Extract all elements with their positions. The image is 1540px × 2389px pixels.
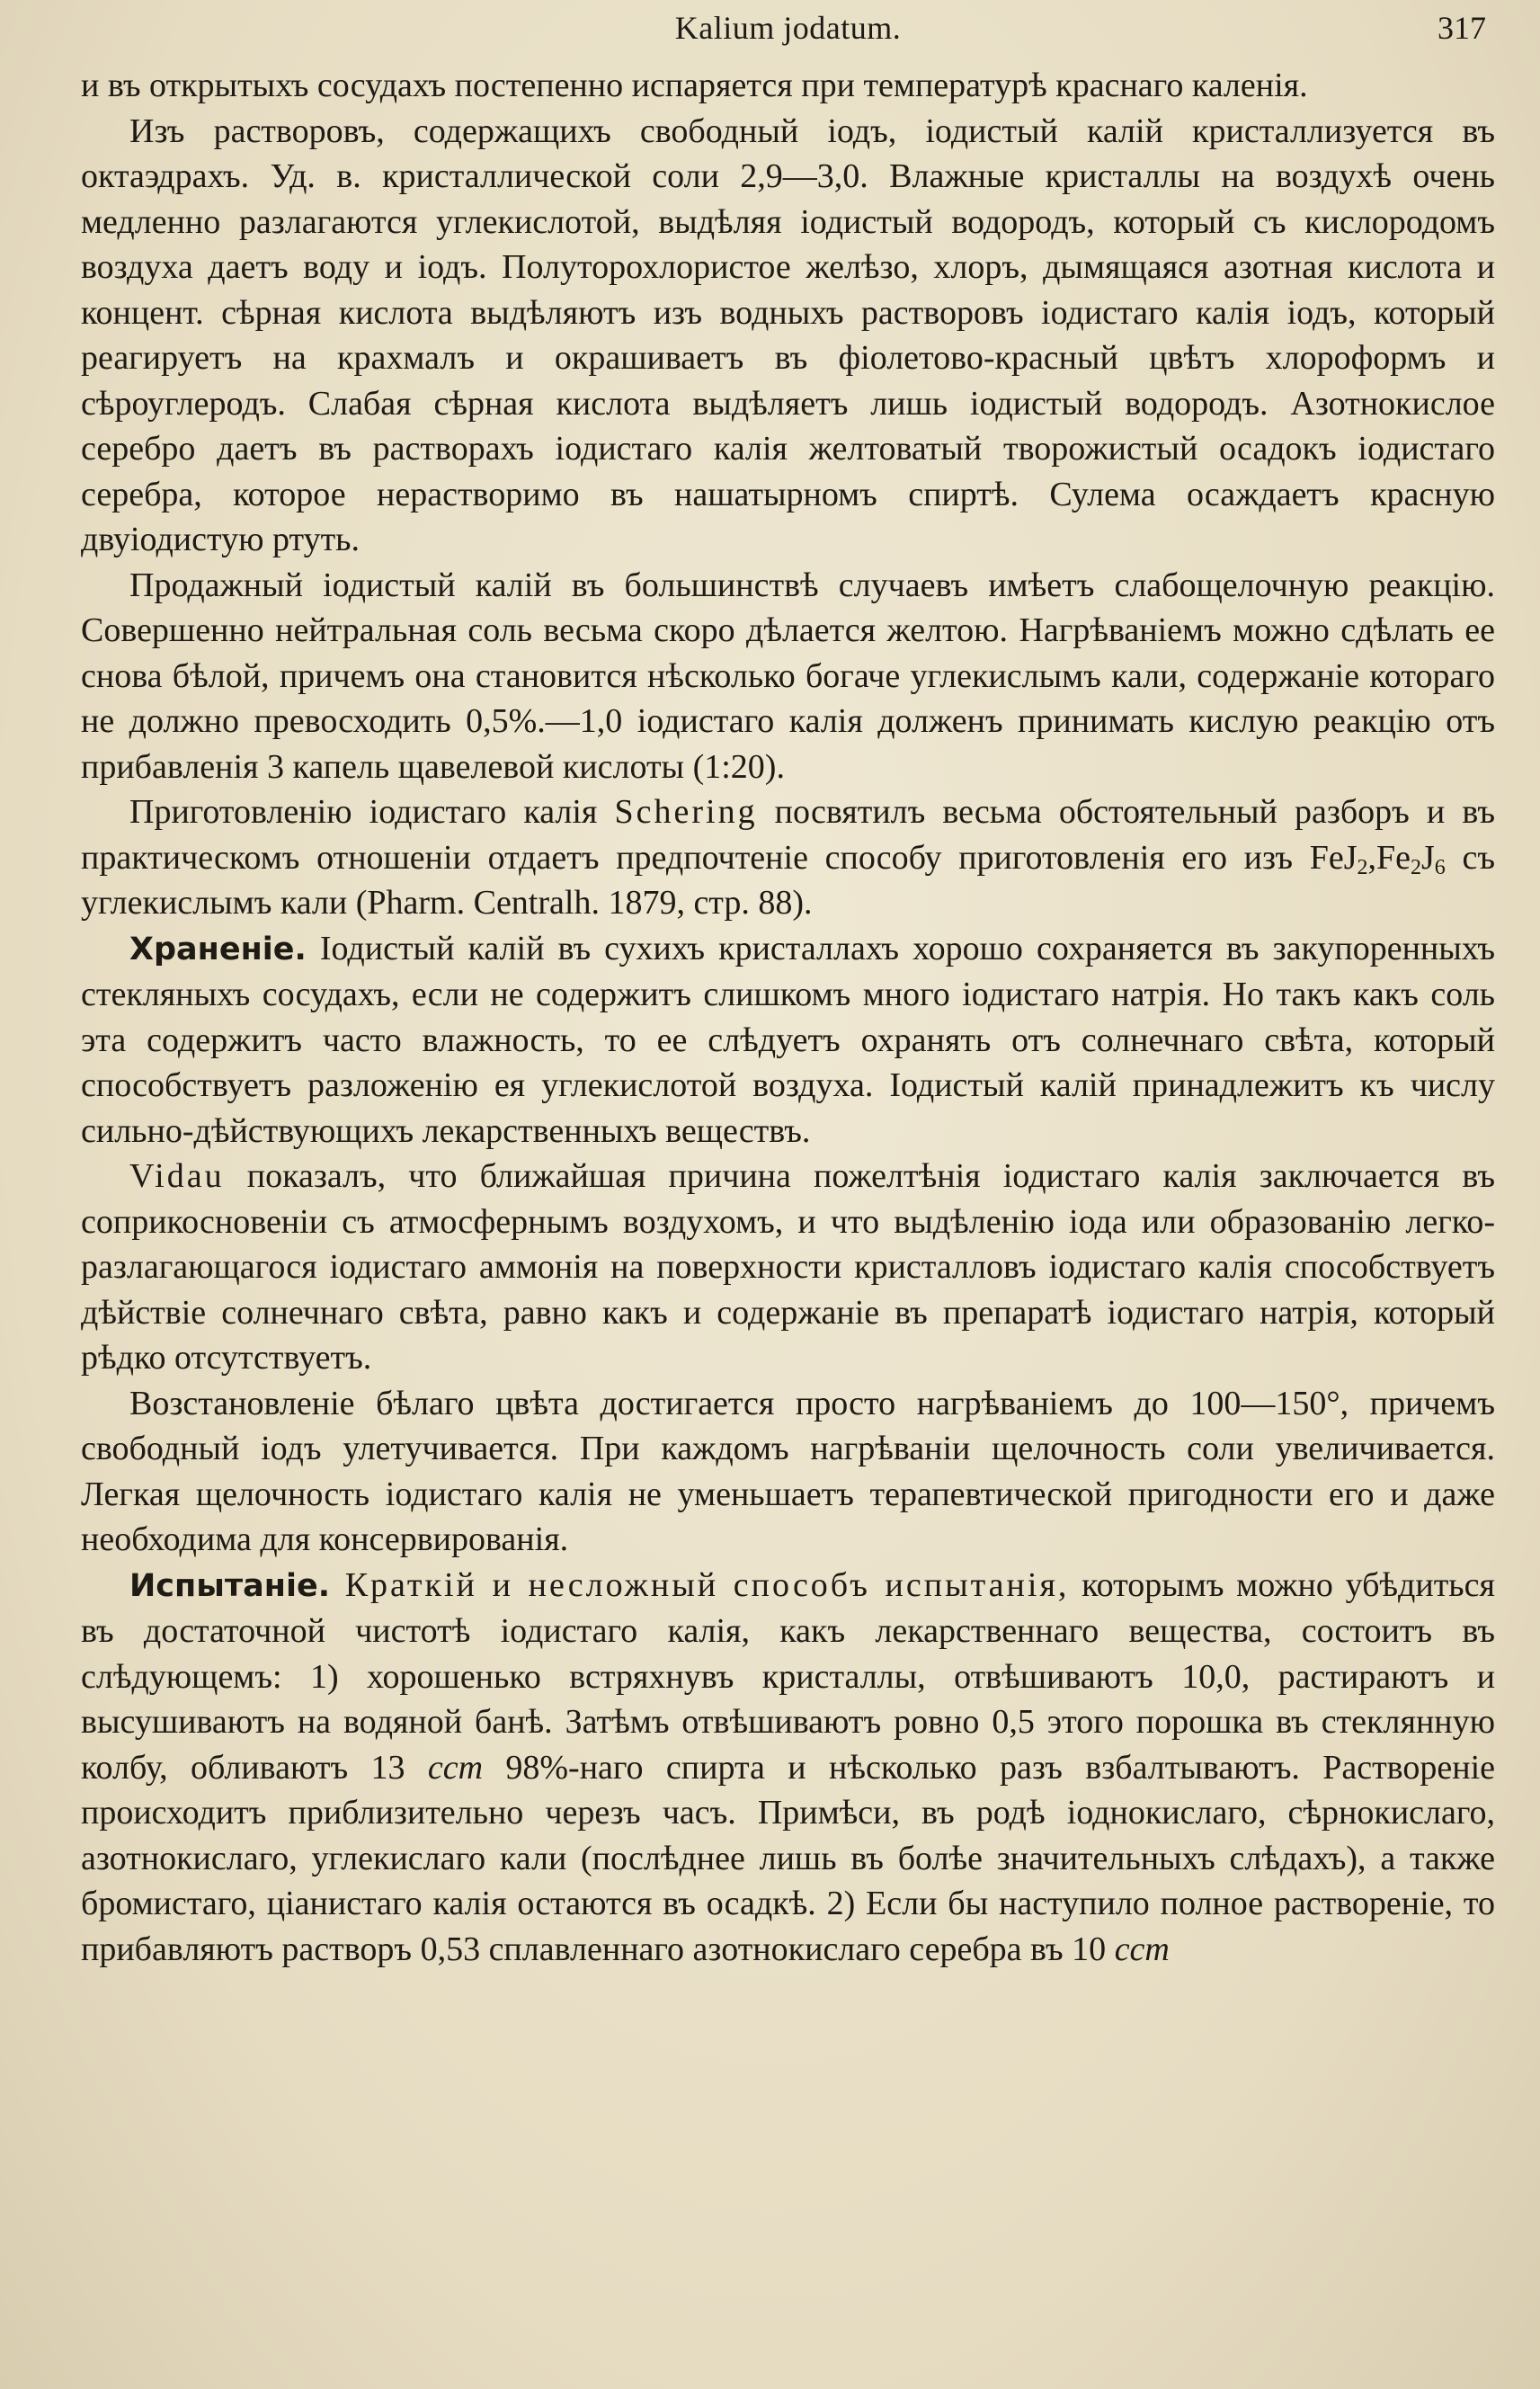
page-number: 317	[1438, 10, 1486, 46]
subscript: 2	[1357, 855, 1368, 879]
body-text	[81, 63, 1495, 1972]
text-run: посвятилъ весьма обстоятельный разборъ и въ практическомъ отношеніи отдаетъ предпочтеніе способу приготовленія его изъ FeJ	[81, 793, 1495, 877]
unit-ccm: ccm	[1114, 1930, 1170, 1968]
text-run: показалъ, что ближайшая причина пожелтѣнія іодистаго калія заключается въ соприкосновеніи съ атмосфернымъ воздухомъ, и что выдѣленію іода или образованію легко-разлагающагося іодистаго аммонія на поверхности кристалловъ іодистаго калія способствуетъ дѣйствіе солнечнаго свѣта, равно какъ и содержаніе въ препаратѣ іодистаго натрія, который рѣдко отсутствуетъ.	[81, 1157, 1495, 1377]
text-run: Приготовленію іодистаго калія	[129, 793, 615, 831]
paragraph-restoration: Возстановленіе бѣлаго цвѣта достигается просто нагрѣваніемъ до 100—150°, причемъ свободный іодъ улетучивается. При каждомъ нагрѣваніи щелочность соли увеличивается. Легкая щелочность іодистаго калія не уменьшаетъ терапевтической пригодности его и даже необходима для консервированія.	[81, 1384, 1495, 1558]
unit-ccm: ccm	[427, 1748, 484, 1787]
text-run: ,Fe	[1367, 838, 1411, 877]
paragraph-preparation	[81, 789, 1495, 926]
paragraph-continuation: и въ открытыхъ сосудахъ постепенно испаряется при температурѣ краснаго каленія.	[81, 67, 1308, 104]
running-title: Kalium jodatum.	[674, 10, 902, 46]
subscript: 6	[1434, 855, 1446, 879]
text-run: съ углекислымъ кали (Pharm. Centralh. 1879, стр. 88).	[81, 838, 1496, 922]
paragraph-storage	[81, 926, 1495, 1154]
author-name: Vidau	[129, 1157, 225, 1195]
paragraph-commercial: Продажный іодистый калій въ большинствѣ случаевъ имѣетъ слабощелочную реакцію. Совершенно нейтральная соль весьма скоро дѣлается желтою. Нагрѣваніемъ можно сдѣлать ее снова бѣлой, причемъ она становится нѣсколько богаче углекислымъ кали, содержаніе котораго не должно превосходить 0,5%.—1,0 іодистаго калія долженъ принимать кислую реакцію отъ прибавленія 3 капель щавелевой кислоты (1:20).	[81, 566, 1495, 786]
paragraph-crystallization: Изъ растворовъ, содержащихъ свободный іодъ, іодистый калій кристаллизуется въ октаэдрахъ. Уд. в. кристаллической соли 2,9—3,0. Влажные кристаллы на воздухѣ очень медленно разлагаются углекислотой, выдѣляя іодистый водородъ, который съ кислородомъ воздуха даетъ воду и іодъ. Полуторохлористое желѣзо, хлоръ, дымящаяся азотная кислота и концент. сѣрная кислота выдѣляютъ изъ водныхъ растворовъ іодистаго калія іодъ, который реагируетъ на крахмалъ и окрашиваетъ въ фіолетово-красный цвѣтъ хлороформъ и сѣроуглеродъ. Слабая сѣрная кислота выдѣляетъ лишь іодистый водородъ. Азотнокислое серебро даетъ въ растворахъ іодистаго калія желтоватый творожистый осадокъ іодистаго серебра, которое нерастворимо въ нашатырномъ спиртѣ. Сулема осаждаетъ красную двуіодистую ртуть.	[81, 111, 1495, 558]
text-run: 98%-наго спирта и нѣсколько разъ взбалтываютъ. Раствореніе происходитъ приблизительно черезъ часъ. Примѣси, въ родѣ іоднокислаго, сѣрнокислаго, азотнокислаго, углекислаго кали (послѣднее лишь въ болѣе значительныхъ слѣдахъ), а также бромистаго, ціанистаго калія остаются въ осадкѣ. 2) Если бы наступило полное раствореніе, то прибавляютъ растворъ 0,53 сплавленнаго азотнокислаго серебра въ 10	[81, 1748, 1495, 1968]
text-run: Іодистый калій въ сухихъ кристаллахъ хорошо сохраняется въ закупоренныхъ стекляныхъ сосудахъ, если не содержитъ слишкомъ много іодистаго натрія. Но такъ какъ соль эта содержитъ часто влажность, то ее слѣдуетъ охранять отъ солнечнаго свѣта, который способствуетъ разложенію ея углекислотой воздуха. Іодистый калій принадлежитъ къ числу сильно-дѣйствующихъ лекарственныхъ веществъ.	[81, 929, 1495, 1150]
text-run: которымъ можно убѣдиться въ достаточной чистотѣ іодистаго калія, какъ лекарственнаго вещества, состоитъ въ слѣдующемъ: 1) хорошенько встряхнувъ кристаллы, отвѣшиваютъ 10,0, растираютъ и высушиваютъ на водяной банѣ. Затѣмъ отвѣшиваютъ ровно 0,5 этого порошка въ стеклянную колбу, обливаютъ 13	[81, 1565, 1495, 1787]
section-heading-storage: Храненіе.	[129, 931, 307, 967]
paragraph-testing	[81, 1563, 1495, 1973]
section-heading-testing: Испытаніе.	[129, 1567, 330, 1604]
paragraph-vidau	[81, 1154, 1495, 1381]
subscript: 2	[1411, 855, 1421, 879]
text-run-spaced: Краткій и несложный способъ испытанія,	[330, 1565, 1070, 1604]
text-run: J	[1421, 838, 1435, 877]
author-name: Schering	[614, 793, 758, 831]
page-header	[81, 0, 1495, 63]
